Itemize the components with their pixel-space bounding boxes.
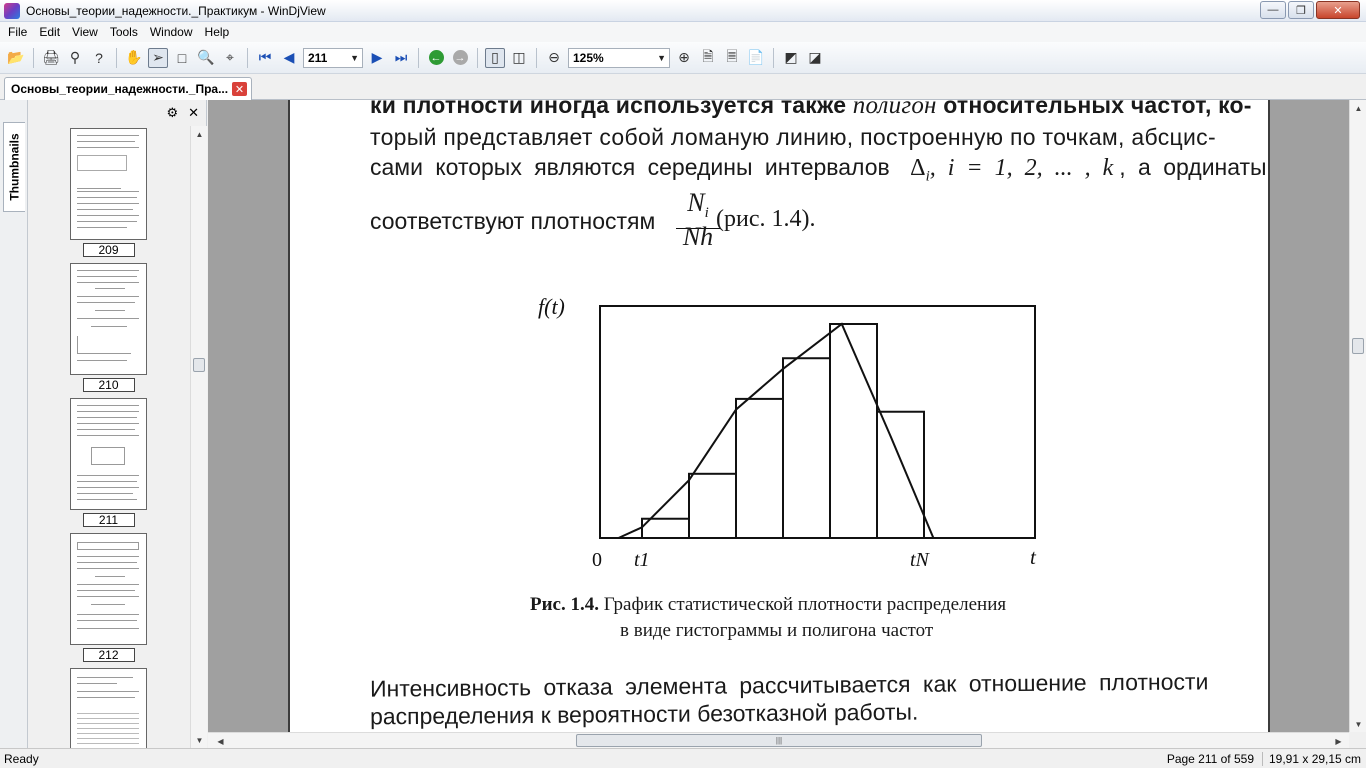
close-button[interactable]: ✕ (1316, 1, 1360, 19)
scrollbar-thumb[interactable] (193, 358, 205, 372)
histogram-bar (736, 399, 783, 538)
fraction-denominator: Nh (682, 222, 714, 251)
thumbnail-page[interactable] (70, 533, 147, 662)
next-page-icon[interactable]: ▶ (371, 49, 383, 65)
histogram-bar (783, 358, 830, 538)
scroll-right-icon[interactable]: ▶ (1335, 736, 1342, 746)
frequency-polygon-line (619, 324, 934, 538)
toolbar-separator (477, 48, 478, 68)
prev-page-icon[interactable]: ◀ (283, 49, 295, 65)
print-icon[interactable]: 🖨 (42, 49, 60, 65)
thumbnail-image (70, 668, 147, 748)
menu-window[interactable]: Window (149, 25, 193, 39)
chevron-down-icon: ▼ (350, 52, 359, 63)
zoom-in-icon[interactable]: ⊕ (678, 49, 690, 65)
text-line: торый представляет собой ломаную линию, построенную по точкам, абсцис- (370, 124, 1216, 150)
app-icon (4, 3, 20, 19)
forward-arrow-icon: → (454, 51, 466, 64)
last-page-icon[interactable]: ⏭ (394, 49, 408, 65)
help-icon[interactable]: ? (95, 49, 103, 66)
figure-caption: Рис. 1.4. График статистической плотности распределения (530, 594, 1007, 615)
text-line: Интенсивность отказа элемента рассчитывается как отношение плотности (369, 668, 1209, 702)
thumbnail-image (70, 533, 147, 645)
toolbar-separator (536, 48, 537, 68)
rect-select-icon[interactable]: □ (177, 49, 187, 66)
thumbnail-image (70, 128, 147, 240)
scrollbar-thumb[interactable]: ||| (576, 734, 982, 747)
text-line: соответствуют плотностям (370, 208, 656, 234)
zoom-icon[interactable]: 🔍 (197, 49, 215, 65)
thumbnail-page[interactable] (70, 263, 147, 392)
chevron-down-icon: ▼ (657, 52, 666, 63)
window-title: Основы_теории_надежности._Практикум - WinDjView (26, 3, 326, 18)
scroll-left-icon[interactable]: ◀ (217, 736, 224, 746)
select-tool-icon[interactable]: ➢ (148, 48, 168, 68)
find-icon[interactable]: ⚲ (69, 49, 81, 65)
scrollbar-thumb[interactable] (1352, 338, 1364, 354)
thumbnail-image (70, 263, 147, 375)
status-text: Ready (4, 752, 39, 766)
toolbar-separator (418, 48, 419, 68)
thumbnails-scrollbar[interactable] (190, 126, 207, 748)
menu-tools[interactable]: Tools (109, 25, 138, 39)
menu-edit[interactable]: Edit (39, 25, 61, 39)
histogram-bar (689, 474, 736, 538)
rotate-right-icon[interactable]: ◪ (808, 49, 822, 65)
fit-width-icon[interactable]: 📄 (747, 49, 765, 65)
thumbnail-list (28, 126, 190, 748)
scroll-down-icon[interactable]: ▼ (195, 735, 204, 745)
fraction-numerator: $N_i$ (676, 188, 720, 229)
scroll-down-icon[interactable]: ▼ (1354, 719, 1363, 729)
single-page-icon[interactable]: ▯ (485, 48, 505, 68)
document-tab-bar (0, 74, 1366, 100)
forward-button[interactable] (450, 48, 470, 68)
thumbnails-header (28, 100, 207, 126)
thumbnail-label: 209 (83, 243, 135, 257)
x-tick-label: t1 (634, 549, 650, 571)
document-vertical-scrollbar[interactable] (1349, 100, 1366, 732)
toolbar-separator (33, 48, 34, 68)
scroll-up-icon[interactable]: ▲ (1354, 103, 1363, 113)
toolbar-separator (116, 48, 117, 68)
document-page (288, 100, 1270, 732)
document-tab-label: Основы_теории_надежности._Пра... (11, 82, 229, 96)
toolbar (0, 42, 1366, 74)
tab-close-icon[interactable]: ✕ (232, 82, 247, 96)
thumbnail-page[interactable] (70, 128, 147, 257)
toolbar-separator (773, 48, 774, 68)
menu-help[interactable]: Help (204, 25, 230, 39)
hand-tool-icon[interactable]: ✋ (125, 49, 143, 65)
sidebar-tabstrip (0, 100, 28, 748)
thumbnail-image (70, 398, 147, 510)
histogram-bar (830, 324, 877, 538)
window-controls (1260, 1, 1360, 19)
document-horizontal-scrollbar[interactable] (208, 732, 1349, 748)
thumbnails-tab[interactable] (3, 122, 25, 212)
title-bar (0, 0, 1366, 22)
thumbnails-tab-label: Thumbnails (7, 133, 22, 201)
status-page-indicator: Page 211 of 559 (1166, 752, 1254, 766)
histogram-bar (877, 412, 924, 538)
back-button[interactable] (426, 48, 446, 68)
text-line: распределения к вероятности безотказной работы. (369, 698, 919, 730)
status-page-size: 19,91 x 29,15 cm (1262, 752, 1361, 766)
figure-caption-line2: в виде гистограммы и полигона частот (620, 620, 934, 641)
scrollbar-corner (1349, 732, 1366, 748)
y-axis-label: f(t) (538, 294, 565, 319)
thumbnail-page[interactable] (70, 668, 147, 748)
maximize-button[interactable]: ❐ (1288, 1, 1314, 19)
menu-file[interactable]: File (8, 25, 28, 39)
origin-label: 0 (592, 549, 602, 571)
settings-gear-icon[interactable]: ⚙ (166, 105, 179, 120)
thumbnail-page[interactable] (70, 398, 147, 527)
minimize-button[interactable]: — (1260, 1, 1286, 19)
text-line: (рис. 1.4). (716, 206, 816, 232)
thumbnail-label: 212 (83, 648, 135, 662)
toolbar-separator (247, 48, 248, 68)
back-arrow-icon: ← (430, 51, 442, 64)
page-number-value: 211 (308, 50, 328, 65)
zoom-rect-icon[interactable]: ⌖ (226, 49, 234, 65)
text-line: сами которых являются середины интервалов $\Delta_i$, i = 1, 2, ... , k , а ординаты (370, 154, 1267, 185)
first-page-icon[interactable]: ⏮ (258, 49, 272, 65)
menu-view[interactable]: View (72, 25, 98, 39)
panel-close-icon[interactable]: ✕ (188, 105, 199, 120)
fit-page-icon[interactable]: 🗏 (726, 47, 738, 64)
zoom-combo[interactable] (568, 48, 670, 68)
thumbnail-label: 211 (83, 513, 135, 527)
zoom-value: 125% (573, 50, 604, 65)
text-line: ки плотности иногда используется также полигон относительных частот, ко- (370, 100, 1252, 119)
open-folder-icon[interactable]: 📂 (7, 49, 25, 65)
actual-size-icon[interactable]: 🗎 (702, 47, 714, 64)
status-bar (0, 748, 1366, 768)
facing-pages-icon[interactable]: ◫ (512, 49, 526, 65)
x-tick-label: tN (910, 549, 929, 571)
rotate-left-icon[interactable]: ◩ (784, 49, 798, 65)
histogram-chart (530, 288, 1050, 578)
zoom-out-icon[interactable]: ⊖ (548, 49, 560, 65)
thumbnails-panel (28, 100, 207, 748)
document-tab[interactable] (4, 77, 252, 100)
x-axis-label: t (1030, 545, 1036, 569)
document-view[interactable] (208, 100, 1349, 732)
thumbnail-label: 210 (83, 378, 135, 392)
menu-bar (0, 22, 1366, 42)
scroll-up-icon[interactable]: ▲ (195, 129, 204, 139)
page-number-combo[interactable] (303, 48, 363, 68)
